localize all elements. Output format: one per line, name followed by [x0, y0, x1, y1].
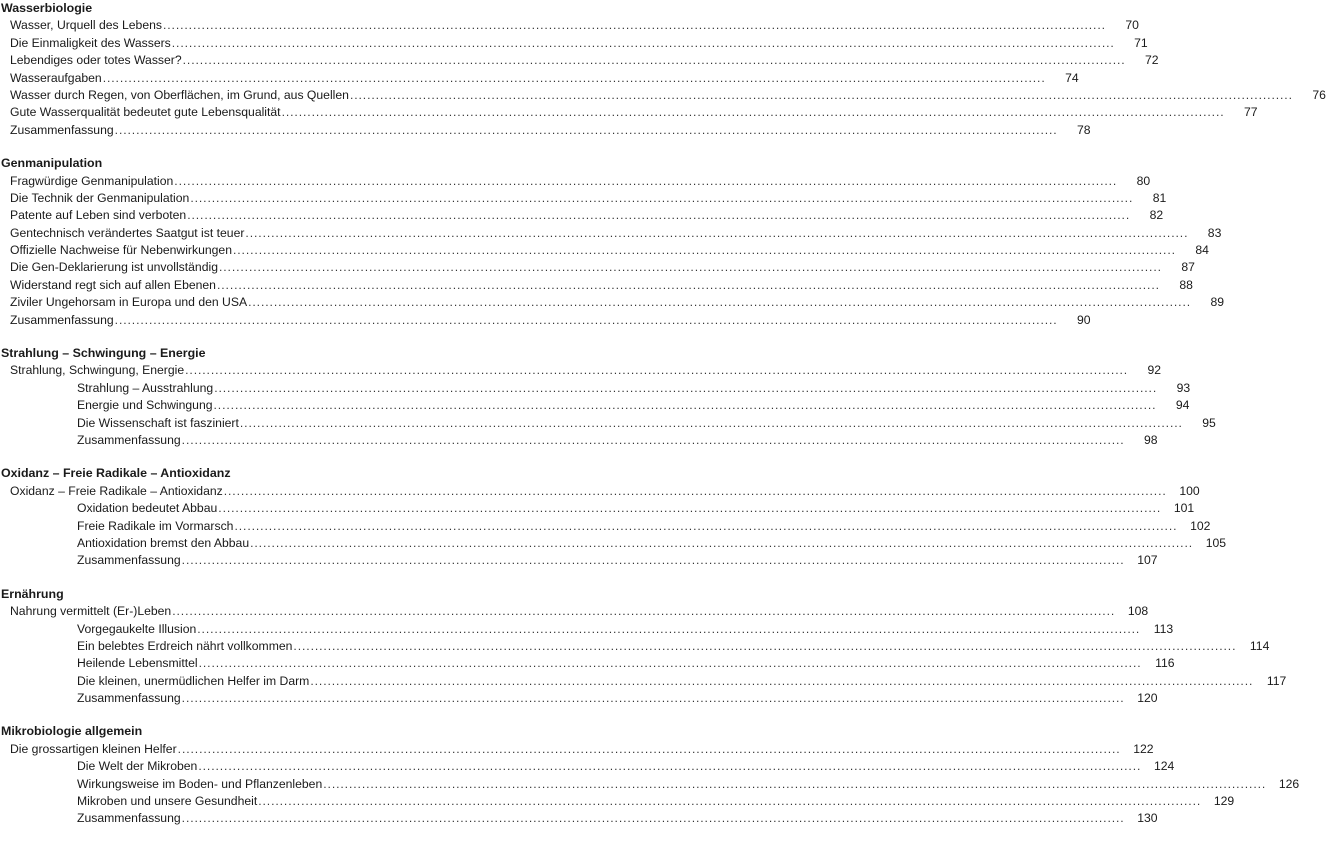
toc-entry — [0, 518, 1211, 535]
dot-leader: ............................................................................................................................................................................................................................ — [197, 621, 1141, 636]
toc-entry — [0, 52, 1159, 69]
dot-leader: ............................................................................................................................................................................................................................ — [181, 432, 1125, 447]
entry-title: Zusammenfassung — [10, 122, 114, 137]
dot-leader: ............................................................................................................................................................................................................................ — [162, 18, 1106, 33]
page-number: 105 — [1205, 535, 1227, 550]
page-number: 93 — [1176, 380, 1191, 395]
page-number: 74 — [1065, 70, 1079, 85]
toc-entry — [0, 312, 1091, 329]
entry-title: Widerstand regt sich auf allen Ebenen — [10, 277, 216, 292]
dot-leader: ............................................................................................................................................................................................................................ — [250, 535, 1194, 550]
entry-title: Offizielle Nachweise für Nebenwirkungen — [10, 243, 232, 258]
toc-entry — [0, 535, 1227, 552]
page-number: 126 — [1278, 776, 1300, 791]
page-number: 130 — [1137, 811, 1158, 826]
section-title: Strahlung – Schwingung – Energie — [1, 346, 206, 361]
entry-title: Patente auf Leben sind verboten — [10, 208, 187, 223]
entry-title: Vorgegaukelte Illusion — [77, 621, 197, 636]
entry-title: Fragwürdige Genmanipulation — [10, 173, 174, 188]
entry-title: Zusammenfassung — [10, 312, 114, 327]
page-number: 92 — [1147, 363, 1162, 378]
dot-leader: ............................................................................................................................................................................................................................ — [349, 87, 1293, 102]
page-number: 71 — [1134, 35, 1148, 50]
toc-section — [0, 586, 1287, 708]
toc-entry — [0, 741, 1154, 758]
page-number: 113 — [1153, 621, 1174, 636]
toc-entry — [0, 655, 1175, 672]
page-number: 83 — [1207, 225, 1222, 240]
entry-title: Wirkungsweise im Boden- und Pflanzenleben — [77, 776, 323, 791]
toc-entry — [0, 242, 1209, 259]
entry-title: Heilende Lebensmittel — [77, 656, 198, 671]
dot-leader: ............................................................................................................................................................................................................................ — [181, 811, 1125, 826]
entry-title: Zusammenfassung — [77, 553, 181, 568]
page-number: 77 — [1243, 105, 1258, 120]
toc-entry — [0, 552, 1158, 569]
dot-leader: ............................................................................................................................................................................................................................ — [114, 312, 1058, 327]
page-number: 80 — [1136, 173, 1151, 188]
entry-title: Die kleinen, unermüdlichen Helfer im Darm — [77, 673, 310, 688]
dot-leader: ............................................................................................................................................................................................................................ — [323, 776, 1267, 791]
page-number: 70 — [1125, 18, 1139, 33]
page-number: 81 — [1152, 190, 1167, 205]
entry-title: Nahrung vermittelt (Er-)Leben — [10, 604, 172, 619]
page-number: 89 — [1210, 295, 1225, 310]
entry-title: Gentechnisch verändertes Saatgut ist teuer — [10, 225, 245, 240]
section-title: Mikrobiologie allgemein — [1, 724, 143, 739]
entry-title: Wasser durch Regen, von Oberflächen, im Grund, aus Quellen — [10, 87, 349, 102]
entry-title: Strahlung – Ausstrahlung — [77, 380, 214, 395]
toc-entry — [0, 793, 1235, 810]
entry-title: Ein belebtes Erdreich nährt vollkommen — [77, 638, 293, 653]
dot-leader: ............................................................................................................................................................................................................................ — [185, 363, 1129, 378]
toc-entry — [0, 432, 1158, 449]
dot-leader: ............................................................................................................................................................................................................................ — [102, 70, 1046, 85]
entry-title: Zusammenfassung — [77, 432, 181, 447]
dot-leader: ............................................................................................................................................................................................................................ — [213, 398, 1157, 413]
dot-leader: ............................................................................................................................................................................................................................ — [198, 759, 1142, 774]
page-number: 114 — [1249, 638, 1270, 653]
toc-entry — [0, 17, 1139, 34]
toc-entry — [0, 207, 1164, 224]
entry-title: Die grossartigen kleinen Helfer — [10, 741, 177, 756]
page-number: 124 — [1153, 759, 1175, 774]
entry-title: Ziviler Ungehorsam in Europa und den USA — [10, 295, 248, 310]
toc-entry — [0, 415, 1216, 432]
page-number: 78 — [1077, 122, 1091, 137]
page-number: 120 — [1137, 691, 1158, 706]
toc-entry — [0, 35, 1148, 52]
dot-leader: ............................................................................................................................................................................................................................ — [181, 553, 1125, 568]
toc-entry — [0, 690, 1158, 707]
dot-leader: ............................................................................................................................................................................................................................ — [239, 415, 1183, 430]
dot-leader: ............................................................................................................................................................................................................................ — [223, 483, 1167, 498]
toc-section — [0, 155, 1225, 329]
entry-title: Wasseraufgaben — [10, 70, 102, 85]
toc-entry — [0, 621, 1174, 638]
page-number: 100 — [1179, 483, 1200, 498]
entry-title: Die Wissenschaft ist fasziniert — [77, 415, 239, 430]
page-number: 76 — [1312, 87, 1326, 102]
page-number: 88 — [1179, 277, 1193, 292]
entry-title: Strahlung, Schwingung, Energie — [10, 363, 185, 378]
page-number: 102 — [1190, 518, 1211, 533]
page-number: 94 — [1175, 398, 1190, 413]
page-number: 117 — [1266, 673, 1287, 688]
dot-leader: ............................................................................................................................................................................................................................ — [171, 35, 1115, 50]
page-number: 122 — [1133, 741, 1154, 756]
dot-leader: ............................................................................................................................................................................................................................ — [190, 190, 1134, 205]
toc-entry — [0, 87, 1326, 104]
page-number: 95 — [1202, 415, 1216, 430]
toc-section — [0, 465, 1227, 569]
entry-title: Lebendiges oder totes Wasser? — [10, 53, 182, 68]
dot-leader: ............................................................................................................................................................................................................................ — [248, 295, 1192, 310]
section-title: Genmanipulation — [1, 156, 103, 171]
toc-entry — [0, 190, 1167, 207]
entry-title: Die Einmaligkeit des Wassers — [10, 35, 171, 50]
toc-entry — [0, 70, 1079, 87]
dot-leader: ............................................................................................................................................................................................................................ — [114, 122, 1058, 137]
toc-entry — [0, 483, 1200, 500]
page-number: 72 — [1145, 53, 1159, 68]
dot-leader: ............................................................................................................................................................................................................................ — [281, 105, 1225, 120]
toc-section — [0, 0, 1326, 139]
toc-entry — [0, 362, 1162, 379]
entry-title: Gute Wasserqualität bedeutet gute Lebensqualität — [10, 105, 281, 120]
toc-entry — [0, 173, 1151, 190]
toc-entry — [0, 104, 1258, 121]
dot-leader: ............................................................................................................................................................................................................................ — [181, 691, 1125, 706]
page-number: 108 — [1127, 604, 1149, 619]
dot-leader: ............................................................................................................................................................................................................................ — [258, 794, 1202, 809]
dot-leader: ............................................................................................................................................................................................................................ — [293, 638, 1237, 653]
dot-leader: ............................................................................................................................................................................................................................ — [214, 380, 1158, 395]
entry-title: Antioxidation bremst den Abbau — [77, 535, 250, 550]
dot-leader: ............................................................................................................................................................................................................................ — [232, 243, 1176, 258]
page-number: 101 — [1173, 501, 1195, 516]
entry-title: Energie und Schwingung — [77, 398, 213, 413]
page-number: 129 — [1213, 794, 1235, 809]
toc-section — [0, 723, 1300, 827]
toc-section — [0, 345, 1216, 449]
entry-title: Wasser, Urquell des Lebens — [10, 18, 162, 33]
toc-entry — [0, 673, 1287, 690]
entry-title: Freie Radikale im Vormarsch — [77, 518, 234, 533]
toc-entry — [0, 603, 1149, 620]
dot-leader: ............................................................................................................................................................................................................................ — [218, 501, 1162, 516]
toc-entry — [0, 225, 1222, 242]
toc-entry — [0, 294, 1225, 311]
toc-entry — [0, 397, 1190, 414]
toc-entry — [0, 380, 1191, 397]
toc-entry — [0, 122, 1091, 139]
page-number: 107 — [1137, 553, 1158, 568]
entry-title: Zusammenfassung — [77, 691, 181, 706]
entry-title: Mikroben und unsere Gesundheit — [77, 794, 258, 809]
toc-entry — [0, 776, 1300, 793]
entry-title: Die Welt der Mikroben — [77, 759, 198, 774]
toc-entry — [0, 259, 1195, 276]
entry-title: Oxidanz – Freie Radikale – Antioxidanz — [10, 483, 223, 498]
entry-title: Die Gen-Deklarierung ist unvollständig — [10, 260, 218, 275]
dot-leader: ............................................................................................................................................................................................................................ — [174, 173, 1118, 188]
section-title: Wasserbiologie — [1, 1, 93, 15]
dot-leader: ............................................................................................................................................................................................................................ — [218, 260, 1162, 275]
toc-entry — [0, 500, 1195, 517]
dot-leader: ............................................................................................................................................................................................................................ — [172, 604, 1116, 619]
toc-entry — [0, 638, 1270, 655]
toc-entry — [0, 810, 1158, 827]
dot-leader: ............................................................................................................................................................................................................................ — [245, 225, 1189, 240]
entry-title: Die Technik der Genmanipulation — [10, 190, 190, 205]
dot-leader: ............................................................................................................................................................................................................................ — [216, 277, 1160, 292]
dot-leader: ............................................................................................................................................................................................................................ — [310, 673, 1254, 688]
entry-title: Zusammenfassung — [77, 811, 181, 826]
page-number: 87 — [1181, 260, 1195, 275]
dot-leader: ............................................................................................................................................................................................................................ — [187, 208, 1131, 223]
dot-leader: ............................................................................................................................................................................................................................ — [182, 53, 1126, 68]
dot-leader: ............................................................................................................................................................................................................................ — [198, 656, 1142, 671]
toc-entry — [0, 277, 1193, 294]
page-number: 90 — [1077, 312, 1091, 327]
dot-leader: ............................................................................................................................................................................................................................ — [234, 518, 1178, 533]
page-number: 98 — [1144, 432, 1158, 447]
section-title: Oxidanz – Freie Radikale – Antioxidanz — [1, 466, 231, 481]
toc-entry — [0, 758, 1175, 775]
section-title: Ernährung — [1, 586, 64, 601]
dot-leader: ............................................................................................................................................................................................................................ — [177, 741, 1121, 756]
entry-title: Oxidation bedeutet Abbau — [77, 501, 218, 516]
page-number: 116 — [1155, 656, 1175, 671]
page-number: 82 — [1149, 208, 1164, 223]
page-number: 84 — [1195, 243, 1209, 258]
